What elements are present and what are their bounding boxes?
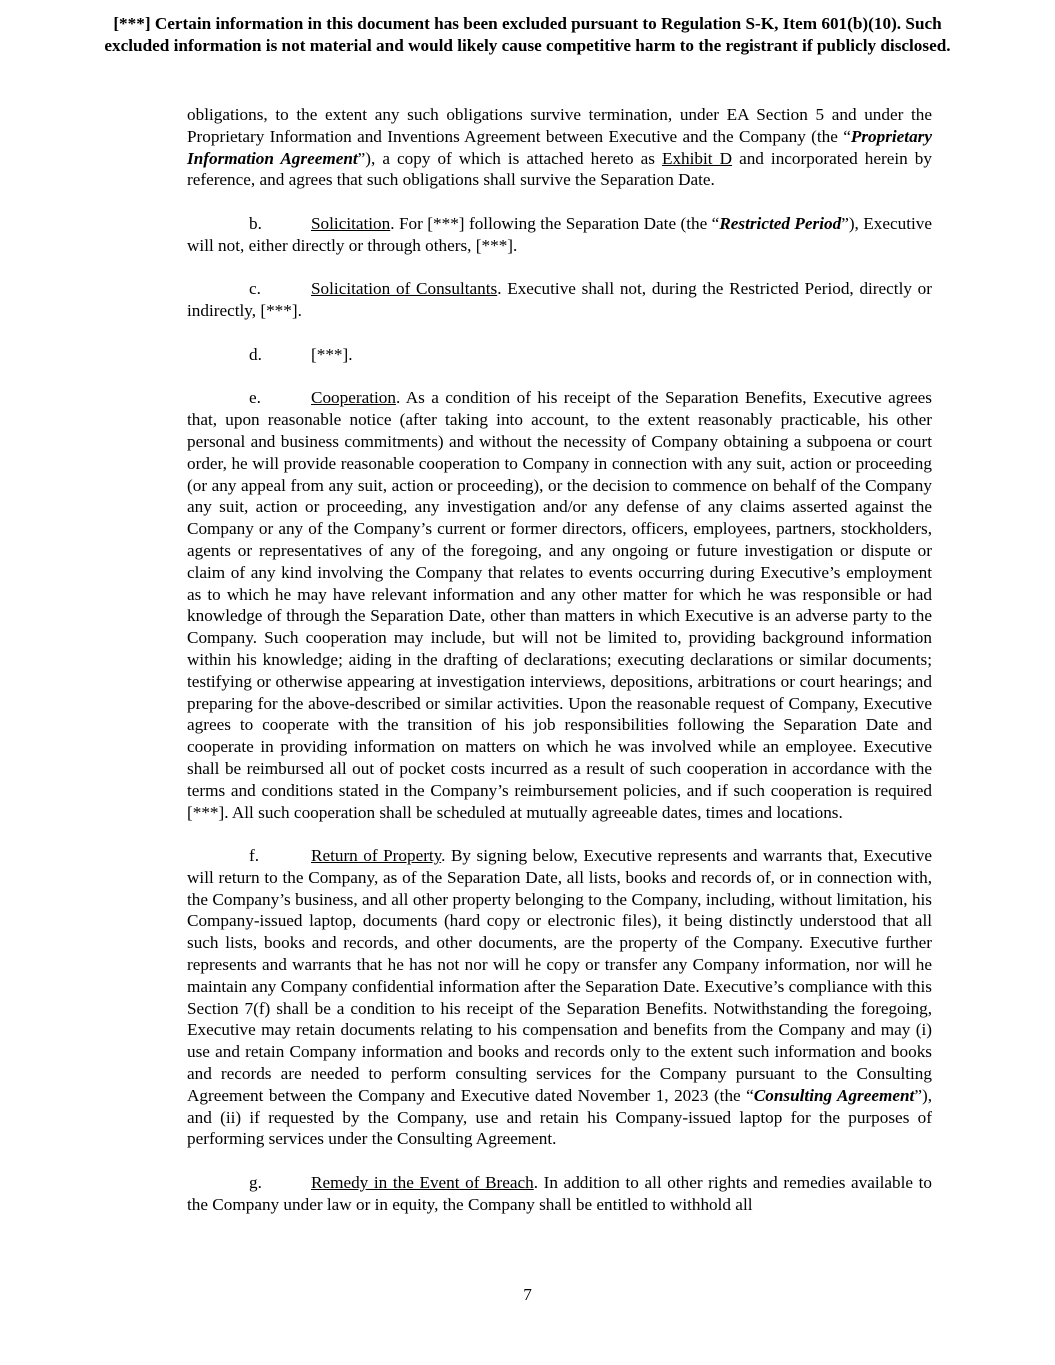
section-g-remedy-in-event-of-breach: [187, 1172, 932, 1216]
section-c-solicitation-of-consultants: [187, 278, 932, 322]
section-f-text-1: . By signing below, Executive represents and warrants that, Executive will return to the Company, as of the Separation Date, all lists, books and records of, or in connection with, the Company’s business, and all other property belonging to the Company, including, without limitation, his Company-issued laptop, documents (hard copy or electronic files), it being distinctly understood that all such lists, books and records, and other documents, are the property of the Company. Executive further represents and warrants that he has not nor will he copy or transfer any Company information, nor will he maintain any Company confidential information after the Separation Date. Executive’s compliance with this Section 7(f) shall be a condition to his receipt of the Separation Benefits. Notwithstanding the foregoing, Executive may retain documents relating to his compensation and benefits from the Company and may (i) use and retain Company information and books and records only to the extent such information and books and records are needed to perform consulting services for the Company pursuant to the Consulting Agreement between the Company and Executive dated November 1, 2023 (the “: [187, 846, 932, 1105]
defined-term-consulting-agreement: Consulting Agreement: [753, 1085, 915, 1105]
section-c-letter: c.: [249, 279, 261, 299]
section-e-heading: Cooperation: [311, 388, 396, 408]
document-body: [187, 104, 932, 1216]
section-b-text-1: . For [***] following the Separation Date (the “: [390, 213, 720, 233]
page-number: 7: [523, 1285, 532, 1304]
defined-term-restricted-period: Restricted Period: [719, 213, 842, 233]
section-c-heading: Solicitation of Consultants: [311, 279, 498, 299]
continuation-paragraph: [187, 104, 932, 191]
continuation-text-2: ”), a copy of which is attached hereto as: [357, 148, 662, 168]
exhibit-d-reference: Exhibit D: [661, 148, 733, 168]
section-b-letter: b.: [249, 213, 262, 233]
section-f-text-2: ”), and (ii) if requested by the Company, use and retain his Company-issued laptop for the purposes of performing services under the Consulting Agreement.: [187, 1085, 932, 1149]
section-f-return-of-property: [187, 845, 932, 1150]
section-d-text: [***].: [311, 344, 353, 364]
section-e-letter: e.: [249, 388, 261, 408]
section-f-letter: f.: [249, 846, 260, 866]
section-b-heading: Solicitation: [311, 213, 391, 233]
defined-term-proprietary-information-agreement: Proprietary Information Agreement: [187, 126, 932, 168]
redaction-notice-header: [***] Certain information in this document has been excluded pursuant to Regulation S-K, Item 601(b)(10). Such excluded information is not material and would likely cause competitive harm to the registrant if publicly disclosed.: [104, 14, 951, 55]
section-c-text: . Executive shall not, during the Restricted Period, directly or indirectly, [***].: [187, 279, 932, 321]
section-e-text: . As a condition of his receipt of the Separation Benefits, Executive agrees that, upon reasonable notice (after taking into account, to the extent reasonably practicable, his other personal and business commitments) and without the necessity of Company obtaining a subpoena or court order, he will provide reasonable cooperation to Company in connection with any suit, action or proceeding (or any appeal from any suit, action or proceeding), or the decision to commence on behalf of the Company any suit, action or proceeding, any investigation and/or any defense of any claims asserted against the Company or any of the Company’s current or former directors, officers, employees, partners, stockholders, agents or representatives of any of the foregoing, and any ongoing or future investigation or dispute or claim of any kind involving the Company that relates to events occurring during Executive’s employment as to which he may have relevant information and any other matter for which he was responsible or had knowledge of through the Separation Date, other than matters in which Executive is an adverse party to the Company. Such cooperation may include, but will not be limited to, providing background information within his knowledge; aiding in the drafting of declarations; executing declarations or similar documents; testifying or otherwise appearing at investigation interviews, depositions, arbitrations or court hearings; and preparing for the above-described or similar activities. Upon the reasonable request of Company, Executive agrees to cooperate with the transition of his job responsibilities following the Separation Date and cooperate in providing information on matters on which he was involved while an employee. Executive shall be reimbursed all out of pocket costs incurred as a result of such cooperation in accordance with the terms and conditions stated in the Company’s reimbursement policies, and if such cooperation is required [***]. All such cooperation shall be scheduled at mutually agreeable dates, times and locations.: [187, 388, 932, 822]
section-g-letter: g.: [249, 1173, 262, 1193]
section-d-letter: d.: [249, 344, 262, 364]
section-e-cooperation: [187, 387, 932, 823]
section-g-text: . In addition to all other rights and remedies available to the Company under law or in equity, the Company shall be entitled to withhold all: [187, 1173, 932, 1214]
section-d-redacted: [187, 344, 932, 366]
section-b-text-2: ”), Executive will not, either directly or through others, [***].: [187, 213, 932, 255]
section-b-solicitation: [187, 213, 932, 257]
section-g-heading: Remedy in the Event of Breach: [311, 1173, 534, 1193]
section-f-heading: Return of Property: [311, 846, 442, 866]
continuation-text-1: obligations, to the extent any such obligations survive termination, under EA Section 5 and under the Proprietary Information and Inventions Agreement between Executive and the Company (the “: [187, 105, 932, 146]
continuation-text-3: and incorporated herein by reference, and agrees that such obligations shall survive the Separation Date.: [187, 148, 932, 190]
